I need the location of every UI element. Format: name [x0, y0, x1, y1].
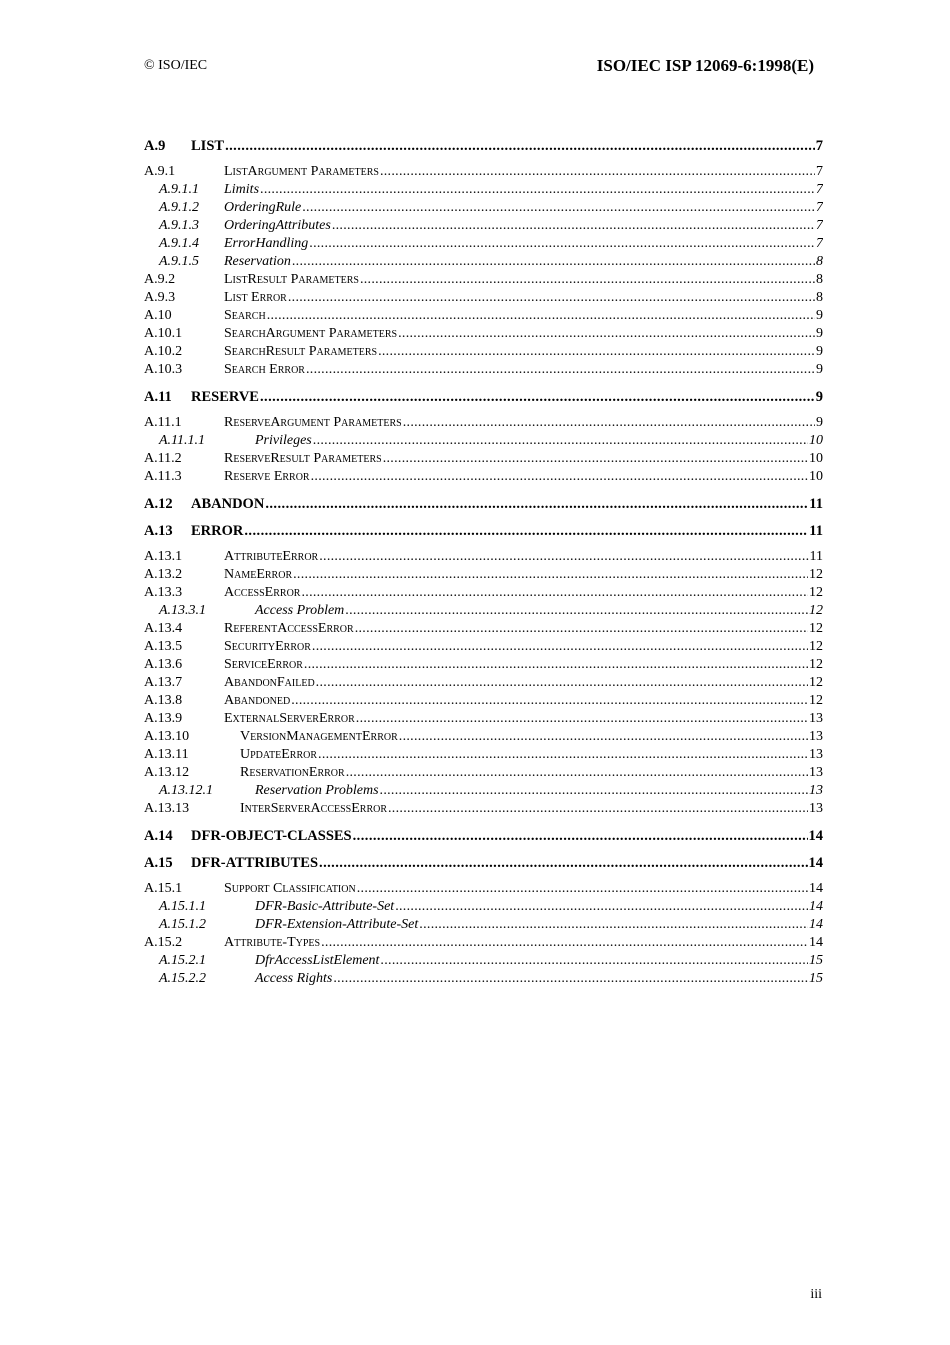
toc-entry-number: A.9.1: [144, 164, 176, 179]
dot-leader: [311, 468, 808, 486]
toc-entry-page: 10: [809, 451, 823, 466]
toc-entry-number: A.11.3: [144, 469, 182, 484]
toc-entry-title: NameError: [224, 567, 293, 582]
toc-entry-number: A.15.2: [144, 935, 183, 950]
toc-entry[interactable]: [144, 764, 823, 782]
toc-entry-title: ErrorHandling: [224, 236, 309, 251]
toc-entry-title: VersionManagementError: [240, 729, 398, 744]
toc-entry[interactable]: [144, 414, 823, 432]
toc-entry-page: 12: [809, 567, 823, 582]
toc-entry-title: SecurityError: [224, 639, 311, 654]
dot-leader: [419, 916, 808, 934]
dot-leader: [292, 253, 815, 271]
toc-entry-page: 10: [809, 433, 823, 448]
dot-leader: [346, 764, 808, 782]
toc-entry[interactable]: [144, 934, 823, 952]
toc-entry-number: A.10.3: [144, 362, 183, 377]
table-of-contents: [144, 137, 823, 988]
dot-leader: [225, 137, 815, 155]
toc-entry[interactable]: [144, 898, 823, 916]
toc-entry-page: 13: [809, 783, 823, 798]
toc-entry-title: ReserveArgument Parameters: [224, 415, 402, 430]
toc-entry-number: A.13.3: [144, 585, 183, 600]
toc-entry[interactable]: [144, 827, 823, 845]
toc-entry-page: 9: [816, 326, 823, 341]
dot-leader: [403, 414, 815, 432]
dot-leader: [313, 432, 808, 450]
toc-entry-page: 7: [816, 164, 823, 179]
toc-entry-title: OrderingAttributes: [224, 218, 331, 233]
toc-entry-number: A.10.2: [144, 344, 183, 359]
dot-leader: [244, 522, 808, 540]
dot-leader: [332, 217, 815, 235]
toc-entry[interactable]: [144, 325, 823, 343]
toc-entry-title: ABANDON: [191, 496, 265, 512]
toc-entry-title: DfrAccessListElement: [255, 953, 380, 968]
toc-entry-page: 9: [816, 362, 823, 377]
toc-entry-number: A.13.2: [144, 567, 183, 582]
toc-entry[interactable]: [144, 728, 823, 746]
toc-entry-page: 12: [809, 657, 823, 672]
toc-entry[interactable]: [144, 952, 823, 970]
toc-entry[interactable]: [144, 584, 823, 602]
toc-entry[interactable]: [144, 970, 823, 988]
toc-entry[interactable]: [144, 253, 823, 271]
toc-entry-title: ListResult Parameters: [224, 272, 359, 287]
toc-entry-number: A.13.4: [144, 621, 183, 636]
toc-entry-title: UpdateError: [240, 747, 318, 762]
toc-entry-title: Abandoned: [224, 693, 291, 708]
toc-entry-page: 11: [809, 523, 823, 539]
dot-leader: [267, 307, 815, 325]
dot-leader: [380, 782, 808, 800]
toc-entry-page: 10: [809, 469, 823, 484]
toc-entry-page: 7: [816, 236, 823, 251]
toc-entry-title: Support Classification: [224, 881, 356, 896]
toc-entry-page: 7: [815, 138, 823, 154]
toc-entry-number: A.13.12.1: [159, 783, 214, 798]
toc-entry-title: DFR-OBJECT-CLASSES: [191, 828, 352, 844]
toc-entry[interactable]: [144, 548, 823, 566]
dot-leader: [316, 674, 808, 692]
header-copyright: © ISO/IEC: [144, 58, 208, 73]
toc-entry-page: 14: [808, 828, 823, 844]
toc-entry-number: A.11.2: [144, 451, 182, 466]
toc-entry-number: A.13.6: [144, 657, 183, 672]
dot-leader: [378, 343, 815, 361]
toc-entry[interactable]: [144, 638, 823, 656]
toc-entry-page: 14: [809, 899, 823, 914]
dot-leader: [293, 566, 808, 584]
toc-entry-title: ListArgument Parameters: [224, 164, 379, 179]
dot-leader: [357, 880, 808, 898]
header-document-id: ISO/IEC ISP 12069-6:1998(E): [596, 56, 814, 75]
dot-leader: [312, 638, 808, 656]
toc-entry-page: 7: [816, 200, 823, 215]
dot-leader: [380, 952, 808, 970]
dot-leader: [333, 970, 808, 988]
toc-entry-page: 13: [809, 711, 823, 726]
toc-entry-title: ReserveResult Parameters: [224, 451, 382, 466]
toc-entry-number: A.11.1.1: [159, 433, 206, 448]
toc-entry-number: A.13.12: [144, 765, 190, 780]
toc-entry-number: A.15.2.1: [159, 953, 207, 968]
dot-leader: [318, 746, 808, 764]
toc-entry[interactable]: [144, 199, 823, 217]
dot-leader: [356, 710, 808, 728]
toc-entry-number: A.13.10: [144, 729, 190, 744]
dot-leader: [306, 361, 815, 379]
dot-leader: [288, 289, 815, 307]
toc-entry-number: A.9.1.5: [159, 254, 200, 269]
toc-entry-title: ERROR: [191, 523, 244, 539]
dot-leader: [380, 163, 815, 181]
toc-entry-title: InterServerAccessError: [240, 801, 387, 816]
toc-entry-number: A.15.1.1: [159, 899, 207, 914]
toc-entry-number: A.9.1.2: [159, 200, 200, 215]
page-number: iii: [810, 1287, 822, 1302]
toc-entry-page: 14: [809, 935, 823, 950]
toc-entry[interactable]: [144, 217, 823, 235]
toc-entry-number: A.13.8: [144, 693, 183, 708]
toc-entry-page: 15: [809, 971, 823, 986]
toc-entry-number: A.15.2.2: [159, 971, 207, 986]
toc-entry[interactable]: [144, 880, 823, 898]
dot-leader: [355, 620, 808, 638]
dot-leader: [360, 271, 815, 289]
dot-leader: [319, 548, 808, 566]
toc-entry[interactable]: [144, 854, 823, 872]
toc-entry-page: 13: [809, 765, 823, 780]
toc-entry-page: 12: [809, 693, 823, 708]
toc-entry[interactable]: [144, 432, 823, 450]
toc-entry[interactable]: [144, 674, 823, 692]
toc-entry-title: AbandonFailed: [224, 675, 315, 690]
toc-entry-page: 13: [809, 729, 823, 744]
toc-entry-number: A.9.2: [144, 272, 176, 287]
toc-entry-title: ReferentAccessError: [224, 621, 354, 636]
toc-entry-page: 12: [809, 603, 823, 618]
toc-entry[interactable]: [144, 522, 823, 540]
toc-entry-page: 14: [809, 881, 823, 896]
dot-leader: [319, 854, 807, 872]
dot-leader: [309, 235, 815, 253]
toc-entry-number: A.11.1: [144, 415, 182, 430]
toc-entry-number: A.9.3: [144, 290, 176, 305]
dot-leader: [301, 584, 808, 602]
toc-entry-title: LIST: [191, 138, 225, 154]
toc-entry-number: A.13.7: [144, 675, 183, 690]
toc-entry-title: ExternalServerError: [224, 711, 355, 726]
toc-entry[interactable]: [144, 271, 823, 289]
dot-leader: [383, 450, 808, 468]
toc-entry-title: OrderingRule: [224, 200, 302, 215]
toc-entry[interactable]: [144, 495, 823, 513]
dot-leader: [321, 934, 808, 952]
toc-entry-page: 8: [816, 272, 823, 287]
dot-leader: [353, 827, 808, 845]
toc-entry[interactable]: [144, 307, 823, 325]
toc-entry-page: 12: [809, 621, 823, 636]
toc-entry[interactable]: [144, 235, 823, 253]
toc-entry-page: 8: [816, 254, 823, 269]
toc-entry[interactable]: [144, 656, 823, 674]
toc-entry[interactable]: [144, 710, 823, 728]
dot-leader: [291, 692, 808, 710]
toc-entry-page: 9: [816, 415, 823, 430]
toc-entry[interactable]: [144, 137, 823, 155]
toc-entry-number: A.11: [144, 389, 172, 405]
toc-entry-page: 11: [809, 549, 823, 564]
toc-entry-page: 13: [809, 801, 823, 816]
toc-entry-page: 9: [815, 389, 823, 405]
toc-entry[interactable]: [144, 468, 823, 486]
toc-entry[interactable]: [144, 746, 823, 764]
toc-entry-number: A.15: [144, 855, 173, 871]
toc-entry-title: Access Problem: [255, 603, 345, 618]
toc-entry-number: A.9.1.4: [159, 236, 200, 251]
toc-entry-page: 15: [809, 953, 823, 968]
toc-entry[interactable]: [144, 602, 823, 620]
toc-entry-page: 13: [809, 747, 823, 762]
toc-entry-title: Attribute-Types: [224, 935, 321, 950]
toc-entry-page: 12: [809, 675, 823, 690]
toc-entry-title: DFR-Extension-Attribute-Set: [255, 917, 419, 932]
toc-entry-number: A.13.11: [144, 747, 189, 762]
dot-leader: [398, 325, 815, 343]
toc-entry-title: Limits: [224, 182, 260, 197]
toc-entry-title: List Error: [224, 290, 287, 305]
dot-leader: [260, 388, 815, 406]
toc-entry-number: A.10: [144, 308, 172, 323]
toc-entry-number: A.13: [144, 523, 173, 539]
toc-entry-title: Reservation: [224, 254, 291, 269]
toc-entry-title: ReservationError: [240, 765, 345, 780]
toc-entry[interactable]: [144, 800, 823, 818]
toc-entry-title: Search Error: [224, 362, 305, 377]
toc-entry-page: 7: [816, 182, 823, 197]
toc-entry-title: Search: [224, 308, 266, 323]
toc-entry[interactable]: [144, 163, 823, 181]
toc-entry-title: ServiceError: [224, 657, 303, 672]
dot-leader: [388, 800, 808, 818]
toc-entry-title: RESERVE: [191, 389, 259, 405]
toc-entry-page: 9: [816, 344, 823, 359]
toc-entry-number: A.13.13: [144, 801, 190, 816]
dot-leader: [260, 181, 815, 199]
toc-entry-page: 12: [809, 585, 823, 600]
toc-entry-number: A.14: [144, 828, 173, 844]
toc-entry-page: 7: [816, 218, 823, 233]
toc-entry-number: A.15.1: [144, 881, 183, 896]
toc-entry-number: A.13.1: [144, 549, 183, 564]
dot-leader: [345, 602, 808, 620]
dot-leader: [395, 898, 808, 916]
toc-entry-title: SearchArgument Parameters: [224, 326, 398, 341]
toc-entry-number: A.13.9: [144, 711, 183, 726]
dot-leader: [265, 495, 808, 513]
toc-entry[interactable]: [144, 181, 823, 199]
toc-entry-number: A.9.1.1: [159, 182, 200, 197]
toc-entry-title: Reserve Error: [224, 469, 310, 484]
toc-entry[interactable]: [144, 916, 823, 934]
toc-entry-title: Reservation Problems: [255, 783, 379, 798]
toc-entry[interactable]: [144, 782, 823, 800]
toc-entry-title: DFR-Basic-Attribute-Set: [255, 899, 395, 914]
toc-entry[interactable]: [144, 620, 823, 638]
toc-entry-page: 9: [816, 308, 823, 323]
dot-leader: [304, 656, 808, 674]
toc-entry-number: A.9: [144, 138, 166, 154]
toc-entry[interactable]: [144, 566, 823, 584]
toc-entry-page: 8: [816, 290, 823, 305]
toc-entry-title: AccessError: [224, 585, 301, 600]
toc-entry-number: A.9.1.3: [159, 218, 200, 233]
toc-entry-page: 11: [809, 496, 823, 512]
toc-entry[interactable]: [144, 692, 823, 710]
toc-entry-title: Privileges: [255, 433, 312, 448]
toc-entry-title: Access Rights: [255, 971, 333, 986]
dot-leader: [399, 728, 808, 746]
dot-leader: [302, 199, 815, 217]
toc-entry-number: A.13.5: [144, 639, 183, 654]
toc-entry-page: 14: [809, 917, 823, 932]
toc-entry-number: A.12: [144, 496, 173, 512]
toc-entry[interactable]: [144, 450, 823, 468]
toc-entry-title: DFR-ATTRIBUTES: [191, 855, 319, 871]
toc-entry[interactable]: [144, 388, 823, 406]
toc-entry-page: 14: [808, 855, 823, 871]
toc-entry-title: SearchResult Parameters: [224, 344, 378, 359]
toc-entry[interactable]: [144, 289, 823, 307]
toc-entry-number: A.10.1: [144, 326, 183, 341]
toc-entry[interactable]: [144, 361, 823, 379]
toc-entry-title: AttributeError: [224, 549, 319, 564]
toc-entry-number: A.15.1.2: [159, 917, 207, 932]
toc-entry-page: 12: [809, 639, 823, 654]
toc-entry[interactable]: [144, 343, 823, 361]
toc-entry-number: A.13.3.1: [159, 603, 207, 618]
